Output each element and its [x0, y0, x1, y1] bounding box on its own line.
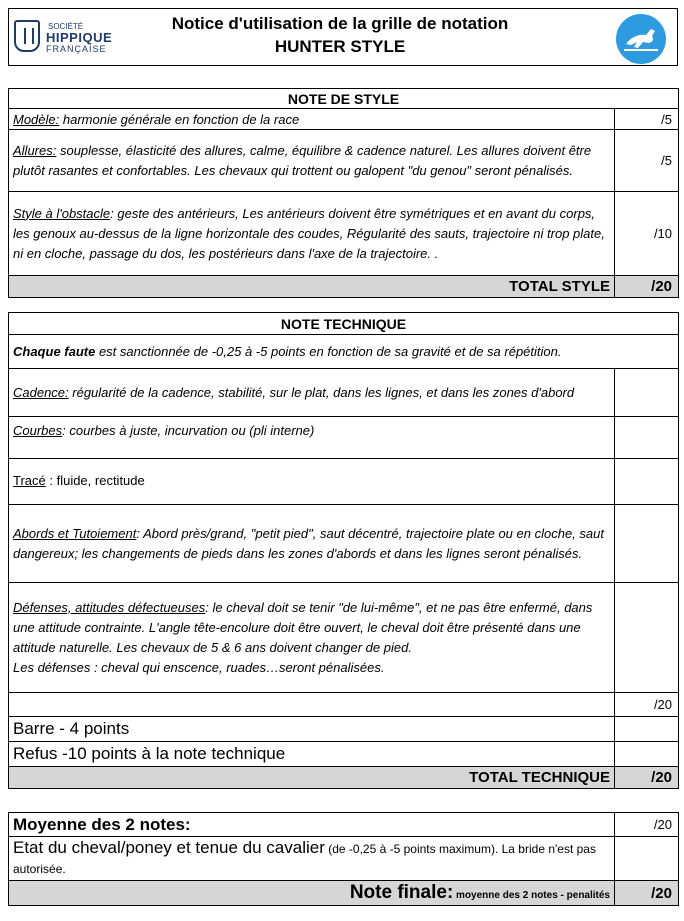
- obstacle-text: : geste des antérieurs, Les antérieurs doivent être symétriques et en avant du corps, les genoux au-dessus de la ligne horizontale des coudes, Régularité des sauts, trajectoire ni trop plate, ni en cloche, passage du dos, les postérieurs dans l'axe de la trajectoire. .: [13, 205, 605, 261]
- courbes-label: Courbes: [13, 423, 63, 438]
- allures-label: Allures:: [13, 142, 57, 158]
- shf-logo-mark-icon: [14, 20, 40, 52]
- subtotal-empty: [9, 693, 615, 717]
- horse-jumping-svg: [616, 14, 666, 64]
- table-row: [9, 192, 679, 276]
- table-row: [9, 813, 679, 837]
- etat-main-text: Etat du cheval/poney et tenue du cavalier: [13, 838, 325, 857]
- table-row: [9, 459, 679, 505]
- barre-score: [615, 717, 679, 742]
- allures-score: /5: [615, 130, 679, 192]
- final-small-text: moyenne des 2 notes - penalités: [453, 890, 610, 901]
- total-technique-label: TOTAL TECHNIQUE: [9, 767, 615, 789]
- allures-cell: [9, 130, 615, 192]
- technique-subtotal-score: /20: [615, 693, 679, 717]
- total-technique-score: /20: [615, 767, 679, 789]
- defenses-score: [615, 583, 679, 693]
- courbes-score: [615, 417, 679, 459]
- obstacle-label: Style à l'obstacle: [13, 205, 111, 221]
- abords-cell: [9, 505, 615, 583]
- logo-line2: HIPPIQUE: [46, 30, 113, 45]
- refus-text: Refus -10 points à la note technique: [9, 742, 615, 767]
- modele-text: harmonie générale en fonction de la race: [59, 111, 300, 127]
- modele-label: Modèle:: [13, 111, 60, 127]
- cadence-score: [615, 369, 679, 417]
- table-row: [9, 693, 679, 717]
- table-row: [9, 505, 679, 583]
- table-row: [9, 276, 679, 298]
- table-row: [9, 369, 679, 417]
- modele-cell: [9, 109, 615, 130]
- final-label: Note finale:: [349, 882, 454, 903]
- courbes-cell: [9, 417, 615, 459]
- final-table: [8, 812, 679, 906]
- abords-text: : Abord près/grand, "petit pied", saut décentré, trajectoire plate ou en cloche, saut dangereux; les changements de pieds dans les zones d'abords et dans les lignes seront pénalisés.: [13, 525, 604, 561]
- style-heading: NOTE DE STYLE: [9, 89, 679, 109]
- abords-score: [615, 505, 679, 583]
- defenses-cell: [9, 583, 615, 693]
- obstacle-score: /10: [615, 192, 679, 276]
- total-style-label: TOTAL STYLE: [9, 276, 615, 298]
- cadence-text: régularité de la cadence, stabilité, sur le plat, dans les lignes, et dans les zones d'abord: [68, 384, 575, 400]
- table-row: [9, 130, 679, 192]
- abords-label: Abords et Tutoiement: [13, 525, 137, 541]
- defenses-text2: Les défenses : cheval qui enscence, ruades…seront pénalisées.: [13, 659, 385, 675]
- faute-cell: [9, 335, 679, 369]
- table-row: [9, 837, 679, 881]
- table-row: [9, 109, 679, 130]
- table-row: [9, 717, 679, 742]
- trace-text: : fluide, rectitude: [45, 473, 145, 488]
- technique-heading: NOTE TECHNIQUE: [9, 313, 679, 335]
- trace-score: [615, 459, 679, 505]
- table-row: [9, 767, 679, 789]
- total-style-score: /20: [615, 276, 679, 298]
- refus-score: [615, 742, 679, 767]
- table-row: [9, 335, 679, 369]
- obstacle-cell: [9, 192, 615, 276]
- shf-logo: [14, 16, 124, 58]
- barre-text: Barre - 4 points: [9, 717, 615, 742]
- technique-table: [8, 312, 679, 789]
- table-row: [9, 417, 679, 459]
- page-subtitle: HUNTER STYLE: [274, 37, 406, 56]
- table-row: [9, 881, 679, 906]
- style-table: [8, 88, 679, 298]
- etat-score: [615, 837, 679, 881]
- horse-jumping-icon: [616, 14, 666, 64]
- defenses-text: : le cheval doit se tenir "de lui-même", et ne pas être enfermé, dans une attitude contrainte. L'angle tête-encolure doit être ouvert, le cheval doit être présenté dans une attitude naturelle. Les chevaux de 5 & 6 ans doivent changer de pied.: [13, 599, 593, 655]
- courbes-text: : courbes à juste, incurvation ou (pli interne): [62, 423, 315, 438]
- allures-text: souplesse, élasticité des allures, calme, équilibre & cadence naturel. Les allures doivent être plutôt rasantes et confortables. Les chevaux qui trottent ou galopent "du genou" seront pénalisés.: [13, 142, 592, 178]
- cadence-cell: [9, 369, 615, 417]
- table-row: [9, 742, 679, 767]
- final-cell: [9, 881, 615, 906]
- faute-text: est sanctionnée de -0,25 à -5 points en fonction de sa gravité et de sa répétition.: [95, 344, 562, 359]
- table-row: [9, 583, 679, 693]
- final-score: /20: [615, 881, 679, 906]
- defenses-label: Défenses, attitudes défectueuses: [13, 599, 206, 615]
- modele-score: /5: [615, 109, 679, 130]
- etat-cell: [9, 837, 615, 881]
- logo-line3: FRANÇAISE: [46, 44, 107, 54]
- etat-small-text: (de -0,25 à -5 points maximum). La bride n'est pas autorisée.: [13, 842, 596, 876]
- moyenne-score: /20: [615, 813, 679, 837]
- trace-label: Tracé: [13, 473, 46, 488]
- cadence-label: Cadence:: [13, 384, 69, 400]
- page-title: Notice d'utilisation de la grille de notation: [171, 14, 509, 33]
- logo-line1: SOCIÉTÉ: [48, 22, 84, 31]
- trace-cell: [9, 459, 615, 505]
- faute-label: Chaque faute: [13, 344, 96, 359]
- moyenne-label: Moyenne des 2 notes:: [9, 813, 615, 837]
